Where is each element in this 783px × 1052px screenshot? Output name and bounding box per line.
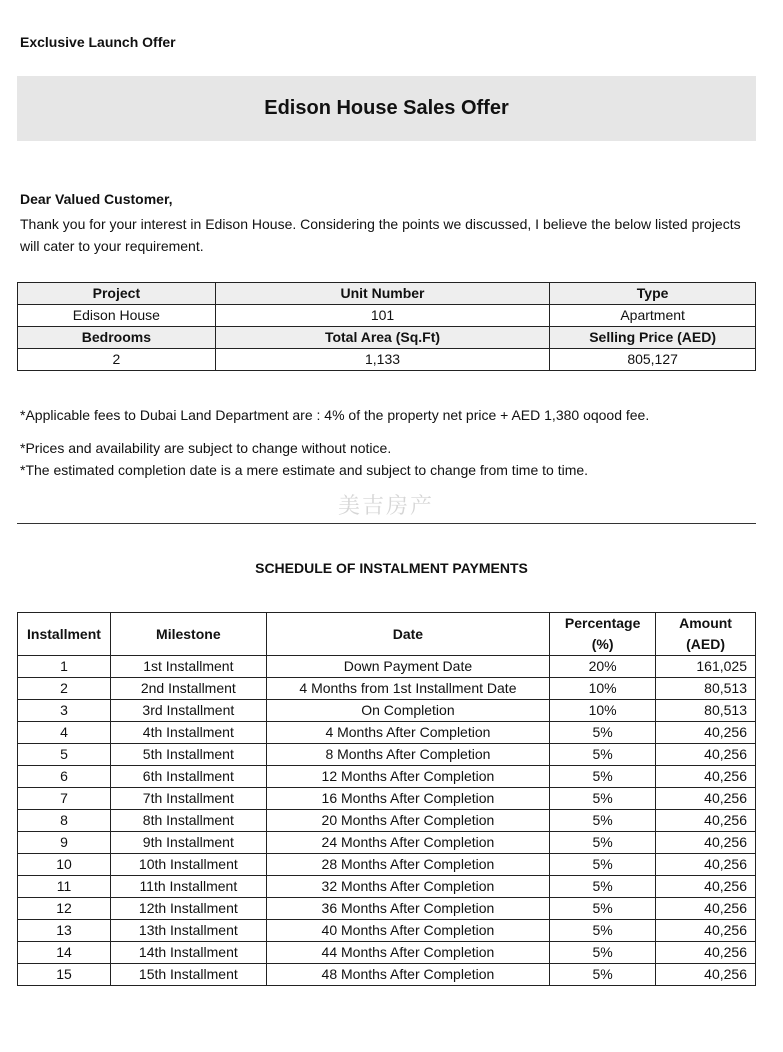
milestone-header: Milestone <box>110 613 266 656</box>
percentage-cell: 5% <box>550 810 656 832</box>
installment-number-cell: 2 <box>18 678 111 700</box>
amount-cell: 40,256 <box>656 788 756 810</box>
date-cell: 4 Months After Completion <box>266 722 549 744</box>
project-label: Project <box>18 283 216 305</box>
milestone-cell: 3rd Installment <box>110 700 266 722</box>
table-row <box>18 942 756 964</box>
bedrooms-value: 2 <box>18 349 216 371</box>
note-prices: *Prices and availability are subject to change without notice. <box>20 440 392 456</box>
percentage-cell: 5% <box>550 832 656 854</box>
milestone-cell: 12th Installment <box>110 898 266 920</box>
date-cell: 24 Months After Completion <box>266 832 549 854</box>
percentage-cell: 5% <box>550 854 656 876</box>
milestone-cell: 10th Installment <box>110 854 266 876</box>
date-cell: On Completion <box>266 700 549 722</box>
date-cell: 40 Months After Completion <box>266 920 549 942</box>
schedule-body <box>18 656 756 986</box>
date-cell: 8 Months After Completion <box>266 744 549 766</box>
amount-cell: 40,256 <box>656 766 756 788</box>
amount-cell: 80,513 <box>656 700 756 722</box>
installment-number-cell: 5 <box>18 744 111 766</box>
table-row <box>18 876 756 898</box>
date-cell: 36 Months After Completion <box>266 898 549 920</box>
milestone-cell: 6th Installment <box>110 766 266 788</box>
milestone-cell: 8th Installment <box>110 810 266 832</box>
table-row <box>18 788 756 810</box>
bedrooms-label: Bedrooms <box>18 327 216 349</box>
amount-cell: 40,256 <box>656 810 756 832</box>
offer-label: Exclusive Launch Offer <box>20 34 176 50</box>
installment-number-cell: 3 <box>18 700 111 722</box>
greeting: Dear Valued Customer, <box>20 191 173 207</box>
milestone-cell: 7th Installment <box>110 788 266 810</box>
installment-number-cell: 7 <box>18 788 111 810</box>
installment-number-cell: 14 <box>18 942 111 964</box>
percentage-cell: 10% <box>550 678 656 700</box>
date-cell: 16 Months After Completion <box>266 788 549 810</box>
milestone-cell: 11th Installment <box>110 876 266 898</box>
installment-number-cell: 12 <box>18 898 111 920</box>
table-row <box>18 810 756 832</box>
installment-number-cell: 15 <box>18 964 111 986</box>
selling-price-label: Selling Price (AED) <box>550 327 756 349</box>
selling-price-value: 805,127 <box>550 349 756 371</box>
total-area-value: 1,133 <box>215 349 549 371</box>
installment-header: Installment <box>18 613 111 656</box>
percentage-cell: 5% <box>550 920 656 942</box>
percentage-cell: 5% <box>550 876 656 898</box>
milestone-cell: 2nd Installment <box>110 678 266 700</box>
amount-cell: 40,256 <box>656 942 756 964</box>
amount-header-line1: Amount <box>679 615 732 631</box>
percentage-cell: 5% <box>550 898 656 920</box>
amount-cell: 40,256 <box>656 898 756 920</box>
project-value: Edison House <box>18 305 216 327</box>
schedule-table <box>17 612 756 986</box>
date-cell: Down Payment Date <box>266 656 549 678</box>
section-divider <box>17 523 756 524</box>
table-row <box>18 700 756 722</box>
percentage-cell: 5% <box>550 788 656 810</box>
date-header: Date <box>266 613 549 656</box>
unit-info-row <box>18 305 756 327</box>
installment-number-cell: 13 <box>18 920 111 942</box>
unit-number-value: 101 <box>215 305 549 327</box>
installment-number-cell: 9 <box>18 832 111 854</box>
title-banner <box>17 76 756 141</box>
unit-number-label: Unit Number <box>215 283 549 305</box>
installment-number-cell: 8 <box>18 810 111 832</box>
amount-cell: 40,256 <box>656 964 756 986</box>
table-row <box>18 766 756 788</box>
amount-cell: 80,513 <box>656 678 756 700</box>
amount-cell: 40,256 <box>656 744 756 766</box>
installment-number-cell: 4 <box>18 722 111 744</box>
milestone-cell: 13th Installment <box>110 920 266 942</box>
installment-number-cell: 11 <box>18 876 111 898</box>
table-row <box>18 854 756 876</box>
date-cell: 48 Months After Completion <box>266 964 549 986</box>
installment-number-cell: 10 <box>18 854 111 876</box>
percentage-cell: 5% <box>550 722 656 744</box>
type-value: Apartment <box>550 305 756 327</box>
installment-number-cell: 1 <box>18 656 111 678</box>
milestone-cell: 1st Installment <box>110 656 266 678</box>
amount-cell: 40,256 <box>656 854 756 876</box>
date-cell: 28 Months After Completion <box>266 854 549 876</box>
amount-cell: 40,256 <box>656 876 756 898</box>
installment-number-cell: 6 <box>18 766 111 788</box>
percentage-cell: 20% <box>550 656 656 678</box>
date-cell: 32 Months After Completion <box>266 876 549 898</box>
amount-cell: 40,256 <box>656 722 756 744</box>
table-row <box>18 832 756 854</box>
milestone-cell: 14th Installment <box>110 942 266 964</box>
date-cell: 44 Months After Completion <box>266 942 549 964</box>
amount-cell: 40,256 <box>656 832 756 854</box>
total-area-label: Total Area (Sq.Ft) <box>215 327 549 349</box>
table-row <box>18 744 756 766</box>
milestone-cell: 4th Installment <box>110 722 266 744</box>
amount-header <box>656 613 756 656</box>
percentage-cell: 10% <box>550 700 656 722</box>
date-cell: 12 Months After Completion <box>266 766 549 788</box>
watermark: 美吉房产 <box>338 494 435 519</box>
unit-info-table <box>17 282 756 371</box>
date-cell: 20 Months After Completion <box>266 810 549 832</box>
intro-paragraph: Thank you for your interest in Edison House. Considering the points we discussed, I believe the below listed projects will cater to your requirement. <box>20 216 741 254</box>
amount-cell: 161,025 <box>656 656 756 678</box>
percentage-header-line2: (%) <box>591 636 614 652</box>
milestone-cell: 5th Installment <box>110 744 266 766</box>
percentage-header-line1: Percentage <box>564 615 641 631</box>
table-row <box>18 920 756 942</box>
schedule-title: SCHEDULE OF INSTALMENT PAYMENTS <box>255 560 528 576</box>
amount-cell: 40,256 <box>656 920 756 942</box>
percentage-cell: 5% <box>550 766 656 788</box>
schedule-header-row <box>18 613 756 656</box>
type-label: Type <box>550 283 756 305</box>
table-row <box>18 678 756 700</box>
unit-info-row <box>18 349 756 371</box>
amount-header-line2: (AED) <box>686 636 725 652</box>
unit-info-header-row <box>18 283 756 305</box>
milestone-cell: 15th Installment <box>110 964 266 986</box>
table-row <box>18 722 756 744</box>
percentage-cell: 5% <box>550 744 656 766</box>
milestone-cell: 9th Installment <box>110 832 266 854</box>
date-cell: 4 Months from 1st Installment Date <box>266 678 549 700</box>
table-row <box>18 656 756 678</box>
unit-info-header-row <box>18 327 756 349</box>
percentage-header <box>550 613 656 656</box>
percentage-cell: 5% <box>550 964 656 986</box>
page-title: Edison House Sales Offer <box>264 97 509 119</box>
percentage-cell: 5% <box>550 942 656 964</box>
note-fees: *Applicable fees to Dubai Land Department are : 4% of the property net price + AED 1,380 oqood fee. <box>20 407 650 423</box>
table-row <box>18 898 756 920</box>
table-row <box>18 964 756 986</box>
note-completion: *The estimated completion date is a mere estimate and subject to change from time to time. <box>20 462 589 478</box>
